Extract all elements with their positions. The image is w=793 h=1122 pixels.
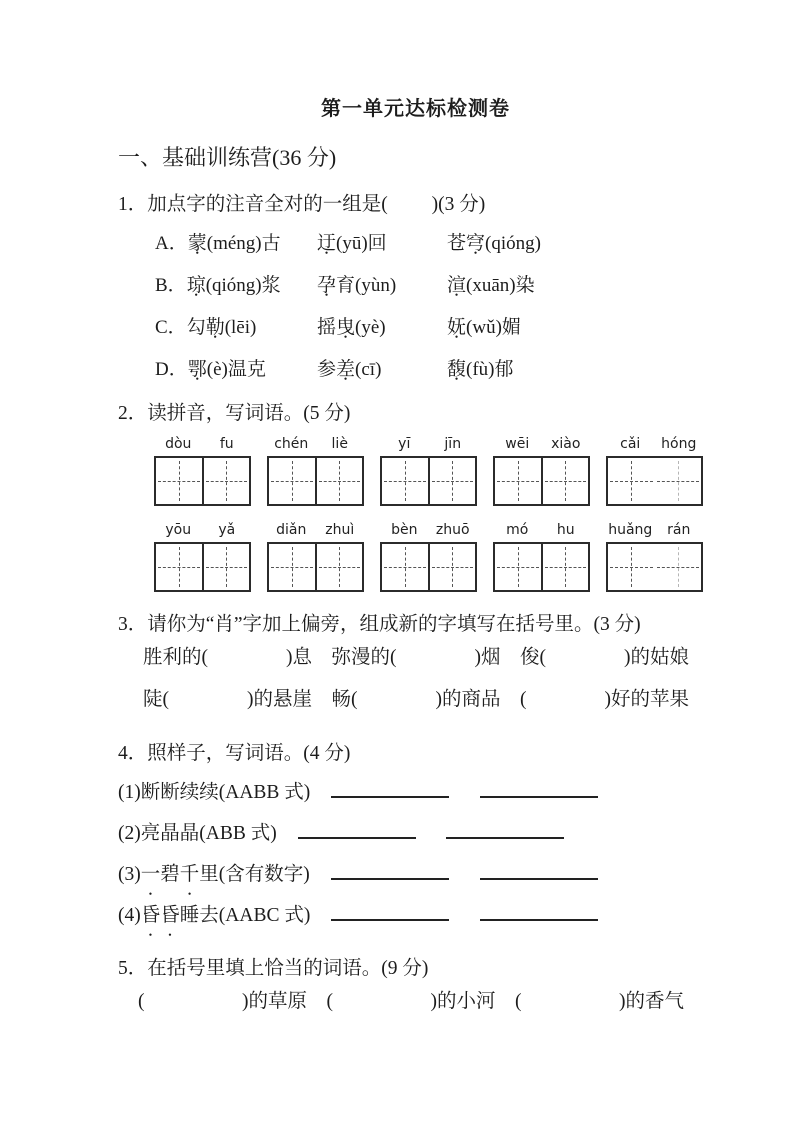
writing-cell[interactable] bbox=[156, 544, 202, 590]
pinyin-syllable: xiào bbox=[551, 436, 581, 452]
pinyin-label bbox=[493, 522, 590, 539]
q2-grid-row-2 bbox=[154, 522, 713, 592]
option-b-word-3: 渲(xuān)染 bbox=[447, 275, 535, 296]
pinyin-syllable: yǎ bbox=[218, 522, 236, 538]
pinyin-word-group bbox=[154, 522, 251, 592]
writing-cell[interactable] bbox=[202, 544, 250, 590]
pinyin-word-group bbox=[380, 436, 477, 506]
writing-grid-box[interactable] bbox=[267, 542, 364, 592]
writing-cell[interactable] bbox=[608, 544, 655, 590]
pinyin-label bbox=[380, 436, 477, 453]
answer-blank[interactable] bbox=[331, 900, 449, 921]
pinyin-word-group bbox=[154, 436, 251, 506]
q4-item-2 bbox=[118, 813, 713, 854]
writing-grid-box[interactable] bbox=[380, 542, 477, 592]
q1-option-c bbox=[155, 317, 713, 339]
answer-blank[interactable] bbox=[446, 818, 564, 839]
writing-cell[interactable] bbox=[315, 544, 363, 590]
option-c-word-2: 摇曳(yè) bbox=[317, 317, 386, 338]
writing-cell[interactable] bbox=[269, 544, 315, 590]
q4-items bbox=[118, 772, 713, 936]
writing-cell[interactable] bbox=[655, 458, 702, 504]
pinyin-syllable: dòu bbox=[165, 436, 192, 452]
writing-cell[interactable] bbox=[156, 458, 202, 504]
pinyin-syllable: mó bbox=[506, 522, 529, 538]
pinyin-syllable: zhuō bbox=[435, 522, 470, 538]
q5-prompt: 5．在括号里填上恰当的词语。(9 分) bbox=[118, 958, 429, 979]
option-a-word-1: A．蒙(méng)古 bbox=[155, 233, 281, 254]
q4-item-3 bbox=[118, 854, 713, 895]
pinyin-syllable: yī bbox=[398, 436, 411, 452]
pinyin-word-group bbox=[493, 436, 590, 506]
page-title: 第一单元达标检测卷 bbox=[321, 98, 510, 120]
writing-grid-box[interactable] bbox=[267, 456, 364, 506]
answer-blank[interactable] bbox=[331, 777, 449, 798]
pinyin-syllable: zhuì bbox=[325, 522, 355, 538]
pinyin-word-group bbox=[267, 436, 364, 506]
q1-option-b bbox=[155, 275, 713, 297]
q1-prompt: 1．加点字的注音全对的一组是( )(3 分) bbox=[118, 194, 486, 215]
writing-grid-box[interactable] bbox=[606, 456, 703, 506]
writing-cell[interactable] bbox=[541, 458, 589, 504]
writing-cell[interactable] bbox=[655, 544, 702, 590]
pinyin-label bbox=[267, 522, 364, 539]
answer-blank[interactable] bbox=[480, 900, 598, 921]
pinyin-label bbox=[606, 522, 703, 539]
writing-cell[interactable] bbox=[315, 458, 363, 504]
writing-cell[interactable] bbox=[495, 544, 541, 590]
writing-grid-box[interactable] bbox=[154, 456, 251, 506]
writing-cell[interactable] bbox=[202, 458, 250, 504]
pinyin-syllable: rán bbox=[667, 522, 691, 538]
writing-grid-box[interactable] bbox=[606, 542, 703, 592]
pinyin-syllable: diǎn bbox=[276, 522, 307, 538]
answer-blank[interactable] bbox=[331, 859, 449, 880]
q4-item-1 bbox=[118, 772, 713, 813]
pinyin-label bbox=[154, 436, 251, 453]
q4-item-3-label: (3)一碧千里(含有数字) bbox=[118, 864, 310, 885]
writing-cell[interactable] bbox=[495, 458, 541, 504]
option-c-word-1: C．勾勒(lēi) bbox=[155, 317, 257, 338]
option-c-word-3: 妩(wǔ)媚 bbox=[447, 317, 521, 338]
writing-cell[interactable] bbox=[428, 544, 476, 590]
pinyin-word-group bbox=[380, 522, 477, 592]
answer-blank[interactable] bbox=[298, 818, 416, 839]
q4-item-2-label: (2)亮晶晶(ABB 式) bbox=[118, 823, 277, 844]
pinyin-syllable: liè bbox=[331, 436, 348, 452]
pinyin-word-group bbox=[606, 522, 703, 592]
section-heading: 一、基础训练营(36 分) bbox=[118, 145, 337, 170]
option-b-word-2: 孕育(yùn) bbox=[317, 275, 397, 296]
pinyin-label bbox=[267, 436, 364, 453]
pinyin-syllable: yōu bbox=[165, 522, 192, 538]
q3-prompt: 3．请你为“肖”字加上偏旁，组成新的字填写在括号里。(3 分) bbox=[118, 614, 641, 635]
q3-fill-line-1: 胜利的( )息 弥漫的( )烟 俊( )的姑娘 bbox=[143, 647, 689, 668]
pinyin-label bbox=[380, 522, 477, 539]
writing-cell[interactable] bbox=[608, 458, 655, 504]
writing-grid-box[interactable] bbox=[154, 542, 251, 592]
answer-blank[interactable] bbox=[480, 859, 598, 880]
q2-grid-row-1 bbox=[154, 436, 713, 506]
writing-cell[interactable] bbox=[428, 458, 476, 504]
pinyin-syllable: cǎi bbox=[620, 436, 641, 452]
q2-prompt: 2．读拼音，写词语。(5 分) bbox=[118, 403, 351, 424]
pinyin-syllable: fu bbox=[219, 436, 234, 452]
answer-blank[interactable] bbox=[480, 777, 598, 798]
pinyin-word-group bbox=[606, 436, 703, 506]
q5-fill-line: ( )的草原 ( )的小河 ( )的香气 bbox=[138, 991, 684, 1012]
pinyin-label bbox=[154, 522, 251, 539]
option-d-word-3: 馥(fù)郁 bbox=[447, 359, 514, 380]
writing-cell[interactable] bbox=[382, 544, 428, 590]
option-d-word-1: D．鄂(è)温克 bbox=[155, 359, 266, 380]
pinyin-syllable: wēi bbox=[505, 436, 530, 452]
pinyin-syllable: hu bbox=[556, 522, 575, 538]
pinyin-syllable: hóng bbox=[661, 436, 697, 452]
pinyin-syllable: bèn bbox=[391, 522, 418, 538]
writing-grid-box[interactable] bbox=[380, 456, 477, 506]
option-a-word-3: 苍穹(qióng) bbox=[447, 233, 541, 254]
q4-item-1-label: (1)断断续续(AABB 式) bbox=[118, 782, 311, 803]
option-d-word-2: 参差(cī) bbox=[317, 359, 382, 380]
q4-item-4 bbox=[118, 895, 713, 936]
option-a-word-2: 迂(yū)回 bbox=[317, 233, 387, 254]
pinyin-syllable: huǎng bbox=[608, 522, 653, 538]
writing-cell[interactable] bbox=[541, 544, 589, 590]
q4-item-4-label: (4)昏昏睡去(AABC 式) bbox=[118, 905, 311, 926]
writing-cell[interactable] bbox=[269, 458, 315, 504]
q3-fill-line-2: 陡( )的悬崖 畅( )的商品 ( )好的苹果 bbox=[143, 689, 689, 710]
writing-grid-box[interactable] bbox=[493, 542, 590, 592]
pinyin-word-group bbox=[493, 522, 590, 592]
pinyin-label bbox=[493, 436, 590, 453]
pinyin-word-group bbox=[267, 522, 364, 592]
pinyin-syllable: chén bbox=[274, 436, 309, 452]
pinyin-syllable: jīn bbox=[444, 436, 462, 452]
writing-grid-box[interactable] bbox=[493, 456, 590, 506]
q1-option-a bbox=[155, 233, 713, 255]
q1-option-d bbox=[155, 359, 713, 381]
writing-cell[interactable] bbox=[382, 458, 428, 504]
option-b-word-1: B．琼(qióng)浆 bbox=[155, 275, 281, 296]
q1-options bbox=[118, 233, 713, 381]
pinyin-label bbox=[606, 436, 703, 453]
q4-prompt: 4．照样子，写词语。(4 分) bbox=[118, 743, 351, 764]
